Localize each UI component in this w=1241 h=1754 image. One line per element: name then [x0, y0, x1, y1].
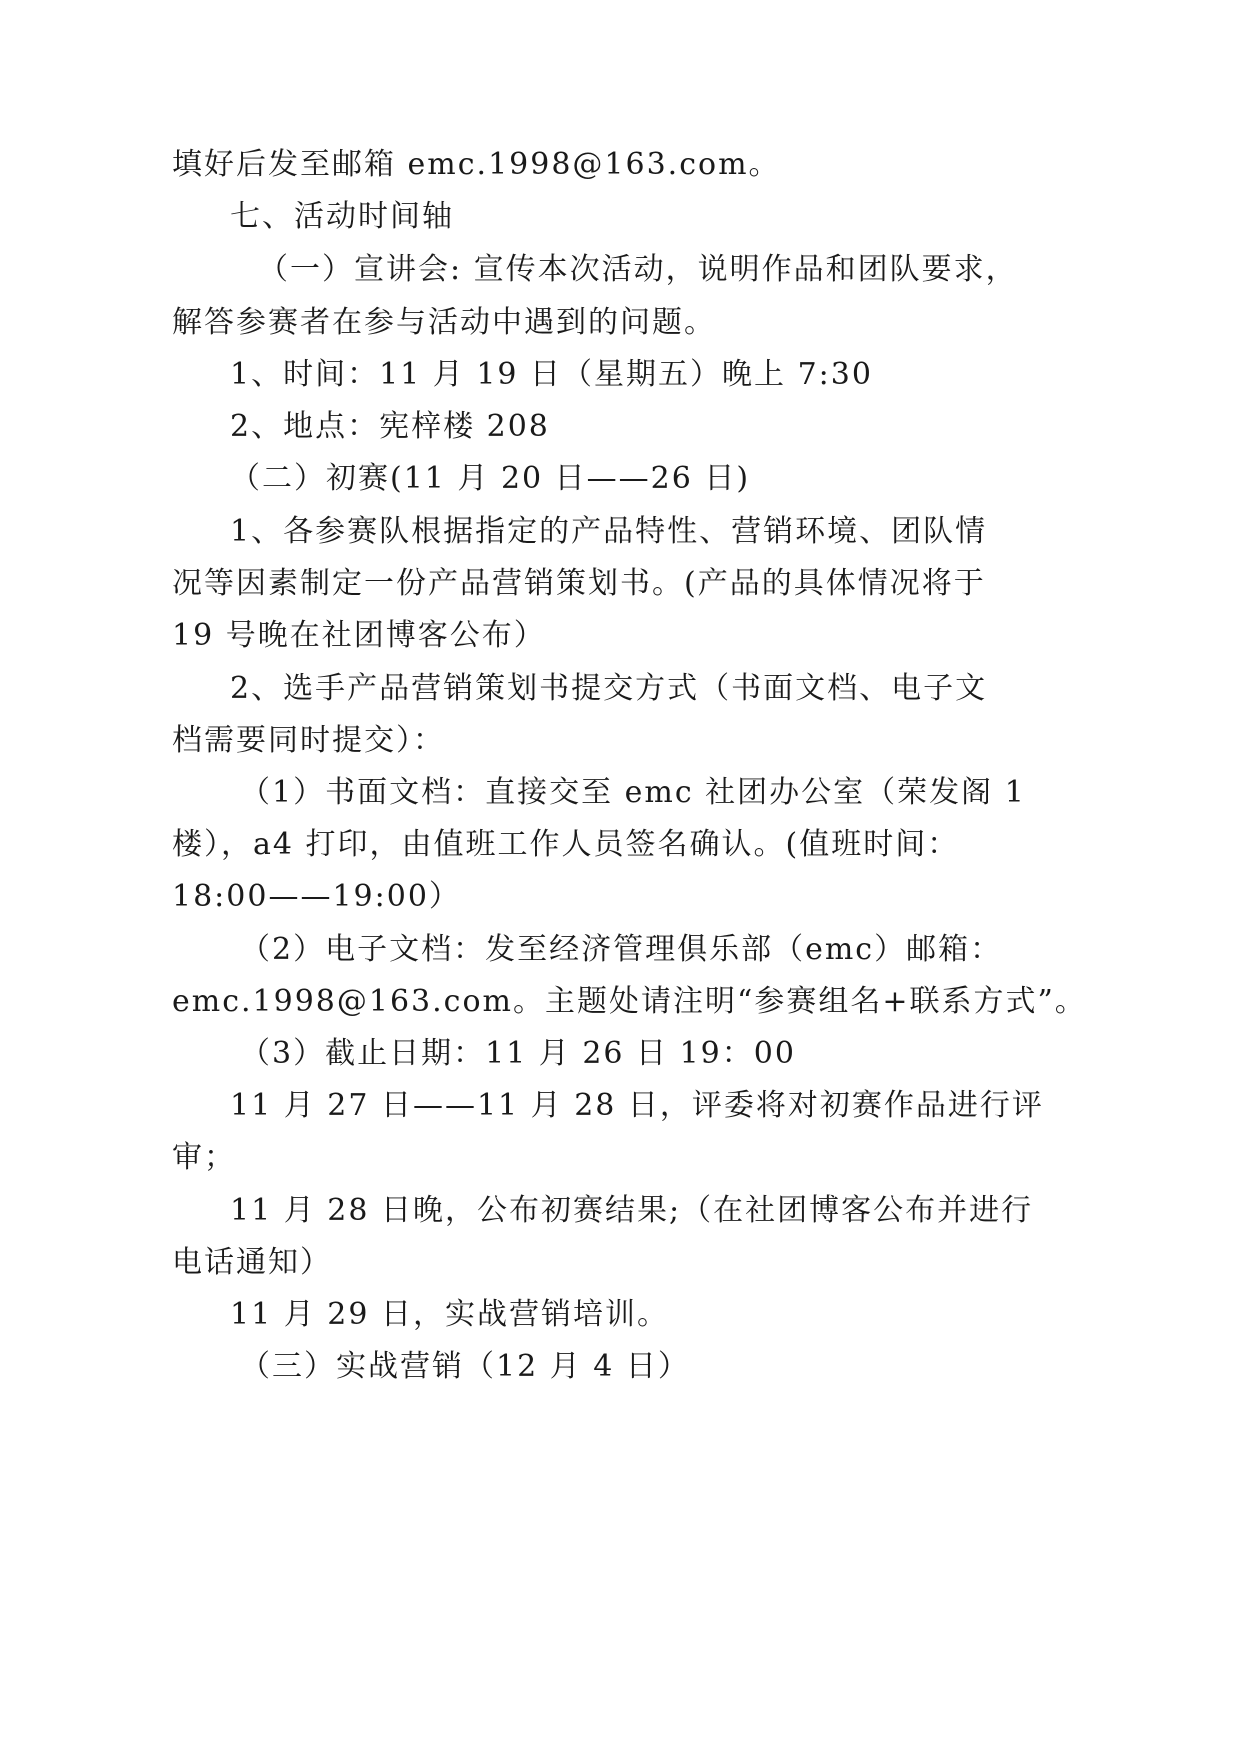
- paragraph-line: 19 号晚在社团博客公布）: [172, 618, 546, 653]
- paragraph-line: 11 月 29 日，实战营销培训。: [230, 1297, 669, 1332]
- paragraph-line: 11 月 28 日晚，公布初赛结果;（在社团博客公布并进行: [230, 1193, 1034, 1228]
- paragraph-line: 档需要同时提交）：: [172, 723, 445, 758]
- subsection-heading: （一）宣讲会: 宣传本次活动，说明作品和团队要求，: [258, 252, 1018, 287]
- paragraph-line: 2、地点：宪梓楼 208: [230, 409, 550, 444]
- paragraph-line: 解答参赛者在参与活动中遇到的问题。: [172, 305, 716, 340]
- paragraph-line: （3）截止日期：11 月 26 日 19：00: [240, 1036, 796, 1071]
- paragraph-line: 填好后发至邮箱 emc.1998@163.com。: [172, 147, 781, 182]
- paragraph-line: 11 月 27 日——11 月 28 日，评委将对初赛作品进行评: [230, 1088, 1044, 1123]
- paragraph-line: 2、选手产品营销策划书提交方式（书面文档、电子文: [230, 671, 988, 706]
- subsection-heading: （三）实战营销（12 月 4 日）: [240, 1349, 690, 1384]
- paragraph-line: 楼），a4 打印，由值班工作人员签名确认。(值班时间：: [172, 827, 960, 862]
- paragraph-line: 审；: [172, 1140, 236, 1175]
- section-heading: 七、活动时间轴: [230, 199, 454, 234]
- paragraph-line: 18:00——19:00）: [172, 879, 461, 914]
- paragraph-line: 电话通知）: [172, 1245, 332, 1280]
- paragraph-line: （2）电子文档：发至经济管理俱乐部（emc）邮箱：: [240, 932, 1003, 967]
- paragraph-line: emc.1998@163.com。主题处请注明“参赛组名+联系方式”。: [172, 984, 1087, 1019]
- paragraph-line: 1、各参赛队根据指定的产品特性、营销环境、团队情: [230, 514, 988, 549]
- paragraph-line: 1、时间：11 月 19 日（星期五）晚上 7:30: [230, 357, 873, 392]
- subsection-heading: （二）初赛(11 月 20 日——26 日): [230, 461, 751, 496]
- paragraph-line: （1）书面文档：直接交至 emc 社团办公室（荣发阁 1: [240, 775, 1026, 810]
- paragraph-line: 况等因素制定一份产品营销策划书。(产品的具体情况将于: [172, 566, 986, 601]
